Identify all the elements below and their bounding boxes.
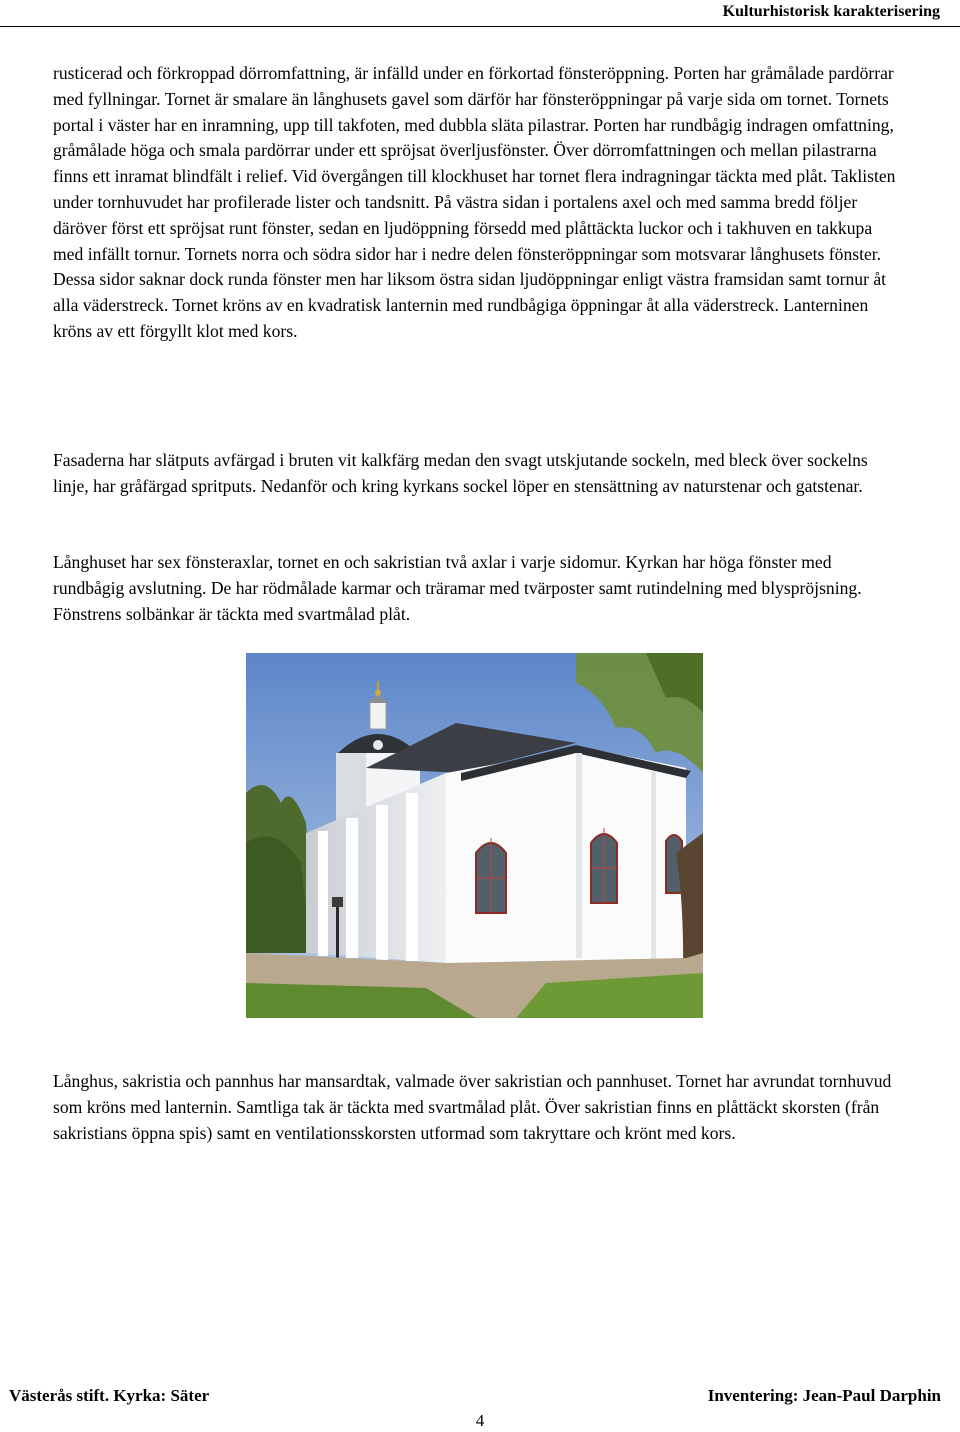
header-rule — [0, 26, 960, 27]
footer-left: Västerås stift. Kyrka: Säter — [9, 1386, 210, 1405]
church-photo — [246, 653, 703, 1018]
page-number: 4 — [475, 1411, 485, 1430]
running-header: Kulturhistorisk karakterisering — [722, 3, 940, 20]
paragraph-facades: Fasaderna har slätputs avfärgad i bruten vit kalkfärg medan den svagt utskjutande sockeln, med bleck över sockelns linje, har gråfärgad spritputs. Nedanför och kring kyrkans sockel löper en stensättning av naturstenar och gatstenar. — [53, 450, 868, 496]
paragraph-roofs: Långhus, sakristia och pannhus har mansardtak, valmade över sakristian och pannhuset. Tornet har avrundat tornhuvud som kröns med lanternin. Samtliga tak är täckta med svartmålad plåt. Över sakristian finns en plåttäckt skorsten (från sakristians öppna spis) samt en ventilationsskorsten utformad som takryttare och krönt med kors. — [53, 1071, 892, 1143]
paragraph-windows: Långhuset har sex fönsteraxlar, tornet en och sakristian två axlar i varje sidomur. Kyrkan har höga fönster med rundbågig avslutning. De har rödmålade karmar och träramar med tvärposter samt rutindelning med blyspröjsning. Fönstrens solbänkar är täckta med svartmålad plåt. — [53, 552, 862, 624]
paragraph-tower-description: rusticerad och förkroppad dörromfattning, är infälld under en förkortad fönsteröppning. Porten har gråmålade pardörrar med fyllningar. Tornet är smalare än långhusets gavel som därför har fönsteröppningar på varje sida om tornet. Tornets portal i väster har en inramning, upp till takfoten, med dubbla släta pilastrar. Porten har rundbågig indragen omfattning, gråmålade höga och smala pardörrar under ett spröjsat överljusfönster. Över dörromfattningen och mellan pilastrarna finns ett inramat blindfält i relief. Vid övergången till klockhuset har tornet flera indragningar täckta med plåt. Taklisten under tornhuvudet har profilerade lister och tandsnitt. På västra sidan i portalens axel och med samma bredd följer däröver först ett spröjsat runt fönster, sedan en ljudöppning försedd med plåttäckta luckor och i takhuven en takkupa med infällt tornur. Tornets norra och södra sidor har i nedre delen fönsteröppningar som motsvarar långhusets fönster. Dessa sidor saknar dock runda fönster men har liksom östra sidan ljudöppningar enligt västra framsidan samt tornur åt alla väderstreck. Tornet kröns av en kvadratisk lanternin med rundbågiga öppningar åt alla väderstreck. Lanterninen kröns av ett förgyllt klot med kors. — [53, 63, 896, 341]
footer-right: Inventering: Jean-Paul Darphin — [707, 1386, 941, 1405]
